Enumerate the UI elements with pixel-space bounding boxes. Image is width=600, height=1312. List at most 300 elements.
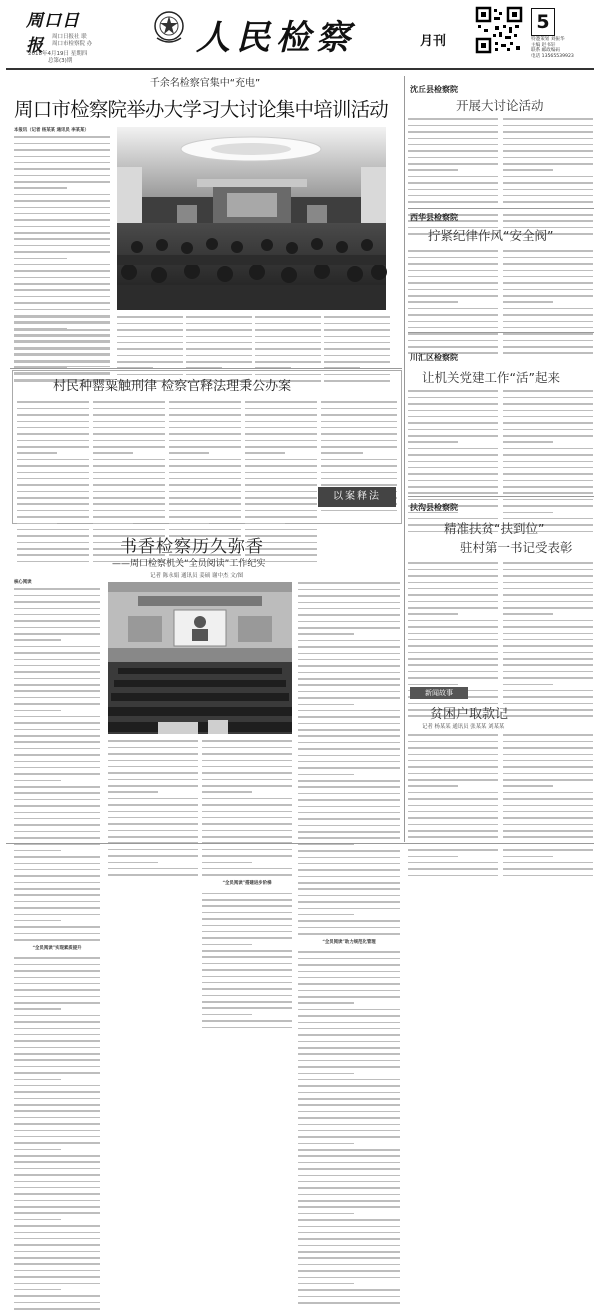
text-line <box>14 245 110 247</box>
text-line <box>255 361 321 363</box>
reading-section-2: “全员阅读”助力规范化管理 <box>322 940 376 945</box>
text-line <box>503 435 593 437</box>
text-line <box>298 1219 400 1221</box>
text-line <box>245 510 317 512</box>
text-line <box>14 309 110 311</box>
text-line <box>298 582 400 584</box>
text-line <box>14 323 110 325</box>
text-line <box>503 118 593 120</box>
text-line <box>298 1149 400 1151</box>
text-line <box>503 734 593 736</box>
text-line <box>14 805 100 807</box>
text-line <box>324 355 390 357</box>
text-line <box>408 435 498 437</box>
text-line <box>503 410 593 412</box>
text-line <box>202 747 292 749</box>
text-line <box>186 355 252 357</box>
text-line <box>245 452 285 454</box>
text-line <box>93 503 165 505</box>
text-line <box>14 601 100 603</box>
text-line <box>255 336 321 338</box>
text-line <box>93 465 165 467</box>
text-line <box>14 289 110 291</box>
text-line <box>245 523 285 525</box>
text-line <box>503 448 593 450</box>
text-line <box>503 163 593 165</box>
text-line <box>298 996 400 998</box>
text-line <box>14 1206 100 1208</box>
text-line <box>408 652 498 654</box>
text-line <box>14 1047 100 1049</box>
text-line <box>93 484 165 486</box>
text-line <box>408 189 498 191</box>
text-line <box>245 427 317 429</box>
text-line <box>298 1181 400 1183</box>
text-line <box>298 1264 400 1266</box>
text-line <box>408 301 458 303</box>
text-line <box>298 608 400 610</box>
text-line <box>298 697 400 699</box>
text-line <box>14 232 110 234</box>
text-line <box>169 401 241 403</box>
text-line <box>408 176 498 178</box>
right-4-col-a <box>408 560 498 678</box>
case-text-col-1 <box>17 399 89 519</box>
text-line <box>14 136 110 138</box>
text-line <box>408 263 498 265</box>
text-line <box>117 336 183 338</box>
text-line <box>202 982 292 984</box>
right-headline-2: 拧紧纪律作风“安全阀” <box>428 228 554 243</box>
text-line <box>503 588 593 590</box>
text-line <box>503 467 593 469</box>
text-line <box>17 446 89 448</box>
text-line <box>14 780 61 782</box>
text-line <box>408 862 498 864</box>
text-line <box>321 478 397 480</box>
text-line <box>298 1041 400 1043</box>
text-line <box>298 857 400 859</box>
text-line <box>408 760 498 762</box>
text-line <box>14 187 67 189</box>
right-headline-5: 贫困户取款记 <box>430 707 509 722</box>
text-line <box>408 270 498 272</box>
text-line <box>14 194 110 196</box>
text-line <box>298 831 400 833</box>
text-line <box>14 219 110 221</box>
text-line <box>503 715 593 717</box>
text-line <box>14 329 110 331</box>
text-line <box>298 1232 400 1234</box>
text-line <box>169 440 241 442</box>
text-line <box>408 169 458 171</box>
text-line <box>108 740 198 742</box>
text-line <box>245 433 317 435</box>
text-line <box>408 684 458 686</box>
right-1-col-a <box>408 116 498 206</box>
text-line <box>298 1289 400 1291</box>
text-line <box>298 837 400 839</box>
text-line <box>245 491 317 493</box>
text-line <box>408 785 458 787</box>
text-line <box>255 342 321 344</box>
right-1-col-b <box>503 116 593 206</box>
text-line <box>408 289 498 291</box>
text-line <box>14 1200 100 1202</box>
text-line <box>255 348 321 350</box>
text-line <box>408 499 498 501</box>
text-line <box>324 342 390 344</box>
text-line <box>298 729 400 731</box>
text-line <box>14 162 110 164</box>
text-line <box>298 761 400 763</box>
text-line <box>408 138 498 140</box>
text-line <box>117 348 183 350</box>
text-line <box>408 416 498 418</box>
text-line <box>503 594 593 596</box>
text-line <box>298 1168 400 1170</box>
text-line <box>298 1155 400 1157</box>
text-line <box>93 433 165 435</box>
text-line <box>14 1283 100 1285</box>
text-line <box>202 862 252 864</box>
text-line <box>503 321 593 323</box>
text-line <box>14 1219 61 1221</box>
text-line <box>14 200 110 202</box>
text-line <box>503 454 593 456</box>
text-line <box>14 894 100 896</box>
text-line <box>169 484 241 486</box>
text-line <box>503 422 593 424</box>
case-text-col-2 <box>93 399 165 519</box>
text-line <box>17 421 89 423</box>
text-line <box>14 863 100 865</box>
text-line <box>202 925 292 927</box>
text-line <box>298 818 400 820</box>
text-line <box>255 323 321 325</box>
text-line <box>202 791 252 793</box>
text-line <box>503 150 593 152</box>
text-line <box>408 658 498 660</box>
text-line <box>298 659 400 661</box>
text-line <box>503 429 593 431</box>
text-line <box>14 1295 100 1297</box>
text-line <box>17 440 89 442</box>
text-line <box>503 176 593 178</box>
text-line <box>298 1175 400 1177</box>
text-line <box>408 836 498 838</box>
text-line <box>408 664 498 666</box>
text-line <box>408 201 498 203</box>
text-line <box>503 346 593 348</box>
text-line <box>14 168 110 170</box>
reading-byline: 记者 陈永娟 通讯员 姜硕 谢中杰 文/图 <box>150 573 244 579</box>
text-line <box>169 427 241 429</box>
text-line <box>14 1155 100 1157</box>
text-line <box>14 812 100 814</box>
text-line <box>14 143 110 145</box>
text-line <box>298 971 400 973</box>
text-line <box>324 329 390 331</box>
text-line <box>503 263 593 265</box>
lead-text-col-4 <box>255 314 321 366</box>
text-line <box>14 264 110 266</box>
text-line <box>298 1251 400 1253</box>
text-line <box>503 862 593 864</box>
text-line <box>503 486 593 488</box>
text-line <box>14 1149 61 1151</box>
text-line <box>93 478 165 480</box>
text-line <box>408 773 498 775</box>
text-line <box>169 503 241 505</box>
text-line <box>408 613 458 615</box>
text-line <box>14 258 67 260</box>
text-line <box>298 1092 400 1094</box>
text-line <box>408 397 498 399</box>
text-line <box>298 920 400 922</box>
lead-text-col-1 <box>14 128 110 308</box>
text-line <box>14 1276 100 1278</box>
text-line <box>186 342 252 344</box>
text-line <box>245 446 317 448</box>
text-line <box>202 740 292 742</box>
text-line <box>186 329 252 331</box>
text-line <box>14 659 100 661</box>
text-line <box>117 329 183 331</box>
text-line <box>321 421 397 423</box>
text-line <box>108 836 198 838</box>
text-line <box>202 931 292 933</box>
reading-lead-in: 核心阅读 <box>14 580 32 585</box>
text-line <box>169 452 209 454</box>
text-line <box>14 1028 100 1030</box>
text-line <box>503 195 593 197</box>
case-text-col-5 <box>321 399 397 483</box>
text-line <box>503 709 593 711</box>
text-line <box>14 277 110 279</box>
reading-section-1: “全员阅读”实现素质提升 <box>32 946 82 951</box>
text-line <box>202 995 292 997</box>
text-line <box>503 856 553 858</box>
text-line <box>503 250 593 252</box>
text-line <box>298 614 400 616</box>
text-line <box>14 620 100 622</box>
text-line <box>14 1251 100 1253</box>
text-line <box>503 295 593 297</box>
right-headline-1: 开展大讨论活动 <box>456 98 544 113</box>
text-line <box>93 421 165 423</box>
text-line <box>503 189 593 191</box>
text-line <box>14 1174 100 1176</box>
text-line <box>14 1257 100 1259</box>
text-line <box>298 951 400 953</box>
right-3-col-b <box>503 388 593 494</box>
text-line <box>503 849 593 851</box>
text-line <box>17 554 89 556</box>
text-line <box>14 1002 100 1004</box>
text-line <box>503 403 593 405</box>
text-line <box>14 773 100 775</box>
text-line <box>202 836 292 838</box>
text-line <box>503 747 593 749</box>
text-line <box>202 772 292 774</box>
text-line <box>17 548 89 550</box>
text-line <box>169 472 241 474</box>
text-line <box>14 939 100 941</box>
text-line <box>298 1117 400 1119</box>
text-line <box>108 817 198 819</box>
text-line <box>298 704 354 706</box>
text-line <box>298 1130 400 1132</box>
conference-photo <box>117 127 386 310</box>
text-line <box>408 582 498 584</box>
text-line <box>202 918 292 920</box>
text-line <box>503 773 593 775</box>
text-line <box>503 620 593 622</box>
text-line <box>298 633 354 635</box>
text-line <box>298 1034 400 1036</box>
text-line <box>245 465 317 467</box>
text-line <box>298 1079 400 1081</box>
text-line <box>298 825 400 827</box>
text-line <box>408 849 498 851</box>
text-line <box>503 352 593 354</box>
text-line <box>93 516 165 518</box>
text-line <box>298 1283 354 1285</box>
text-line <box>324 336 390 338</box>
text-line <box>321 465 397 467</box>
text-line <box>14 342 110 344</box>
text-line <box>408 321 498 323</box>
text-line <box>117 361 183 363</box>
text-line <box>14 1187 100 1189</box>
paper-name: 周口日报 <box>26 11 80 56</box>
text-line <box>298 602 400 604</box>
text-line <box>503 327 593 329</box>
text-line <box>169 491 241 493</box>
text-line <box>14 926 100 928</box>
text-line <box>14 1053 100 1055</box>
text-line <box>14 741 100 743</box>
text-line <box>108 785 198 787</box>
text-line <box>245 529 317 531</box>
text-line <box>17 484 89 486</box>
text-line <box>408 454 498 456</box>
text-line <box>108 855 198 857</box>
text-line <box>14 149 110 151</box>
text-line <box>321 484 397 486</box>
right-byline-5: 记者 杨某某 通讯员 张某某 刘某某 <box>422 724 505 730</box>
case-tag <box>318 487 396 507</box>
text-line <box>503 308 593 310</box>
reading-subhead: ——周口检察机关“全员阅读”工作纪实 <box>112 559 266 569</box>
right-divider <box>408 496 594 497</box>
text-line <box>255 329 321 331</box>
text-line <box>14 901 100 903</box>
text-line <box>503 639 593 641</box>
masthead-rule <box>6 68 594 70</box>
text-line <box>108 874 198 876</box>
text-line <box>503 760 593 762</box>
masthead-date: 2018年4月19日 星期四 <box>28 51 88 57</box>
text-line <box>408 798 498 800</box>
text-line <box>298 723 400 725</box>
text-line <box>503 626 593 628</box>
text-line <box>14 646 100 648</box>
text-line <box>14 996 100 998</box>
text-line <box>14 716 100 718</box>
text-line <box>503 144 593 146</box>
text-line <box>14 627 100 629</box>
text-line <box>186 323 252 325</box>
text-line <box>108 811 198 813</box>
text-line <box>14 238 110 240</box>
text-line <box>503 441 553 443</box>
text-line <box>14 671 100 673</box>
text-line <box>298 1257 400 1259</box>
emblem-icon <box>152 10 186 46</box>
text-line <box>202 1020 292 1022</box>
text-line <box>408 410 498 412</box>
text-line <box>503 690 593 692</box>
right-divider <box>408 208 594 209</box>
sponsor-2: 周口市检察院 办 <box>52 41 93 47</box>
text-line <box>408 429 498 431</box>
case-text-col-3 <box>169 399 241 519</box>
text-line <box>298 672 400 674</box>
text-line <box>169 465 241 467</box>
text-line <box>298 755 400 757</box>
text-line <box>408 747 498 749</box>
text-line <box>298 1194 400 1196</box>
text-line <box>408 295 498 297</box>
text-line <box>14 964 100 966</box>
text-line <box>298 774 354 776</box>
text-line <box>108 823 198 825</box>
text-line <box>14 361 110 363</box>
text-line <box>108 868 198 870</box>
text-line <box>186 336 252 338</box>
text-line <box>93 529 165 531</box>
right-divider <box>408 332 594 333</box>
text-line <box>93 510 165 512</box>
text-line <box>93 472 165 474</box>
text-line <box>408 473 498 475</box>
text-line <box>298 678 400 680</box>
text-line <box>298 1111 400 1113</box>
text-line <box>503 182 593 184</box>
text-line <box>408 607 498 609</box>
text-line <box>202 753 292 755</box>
text-line <box>108 753 198 755</box>
page-number: 5 <box>536 11 550 33</box>
text-line <box>245 478 317 480</box>
text-line <box>108 830 198 832</box>
text-line <box>503 836 593 838</box>
text-line <box>408 594 498 596</box>
text-line <box>298 780 400 782</box>
text-line <box>108 791 158 793</box>
text-line <box>14 1021 100 1023</box>
text-line <box>14 1308 100 1310</box>
text-line <box>14 1270 100 1272</box>
text-line <box>503 582 593 584</box>
text-line <box>298 1245 400 1247</box>
text-line <box>408 875 498 877</box>
text-line <box>503 125 593 127</box>
column-divider <box>404 76 405 842</box>
text-line <box>93 491 165 493</box>
